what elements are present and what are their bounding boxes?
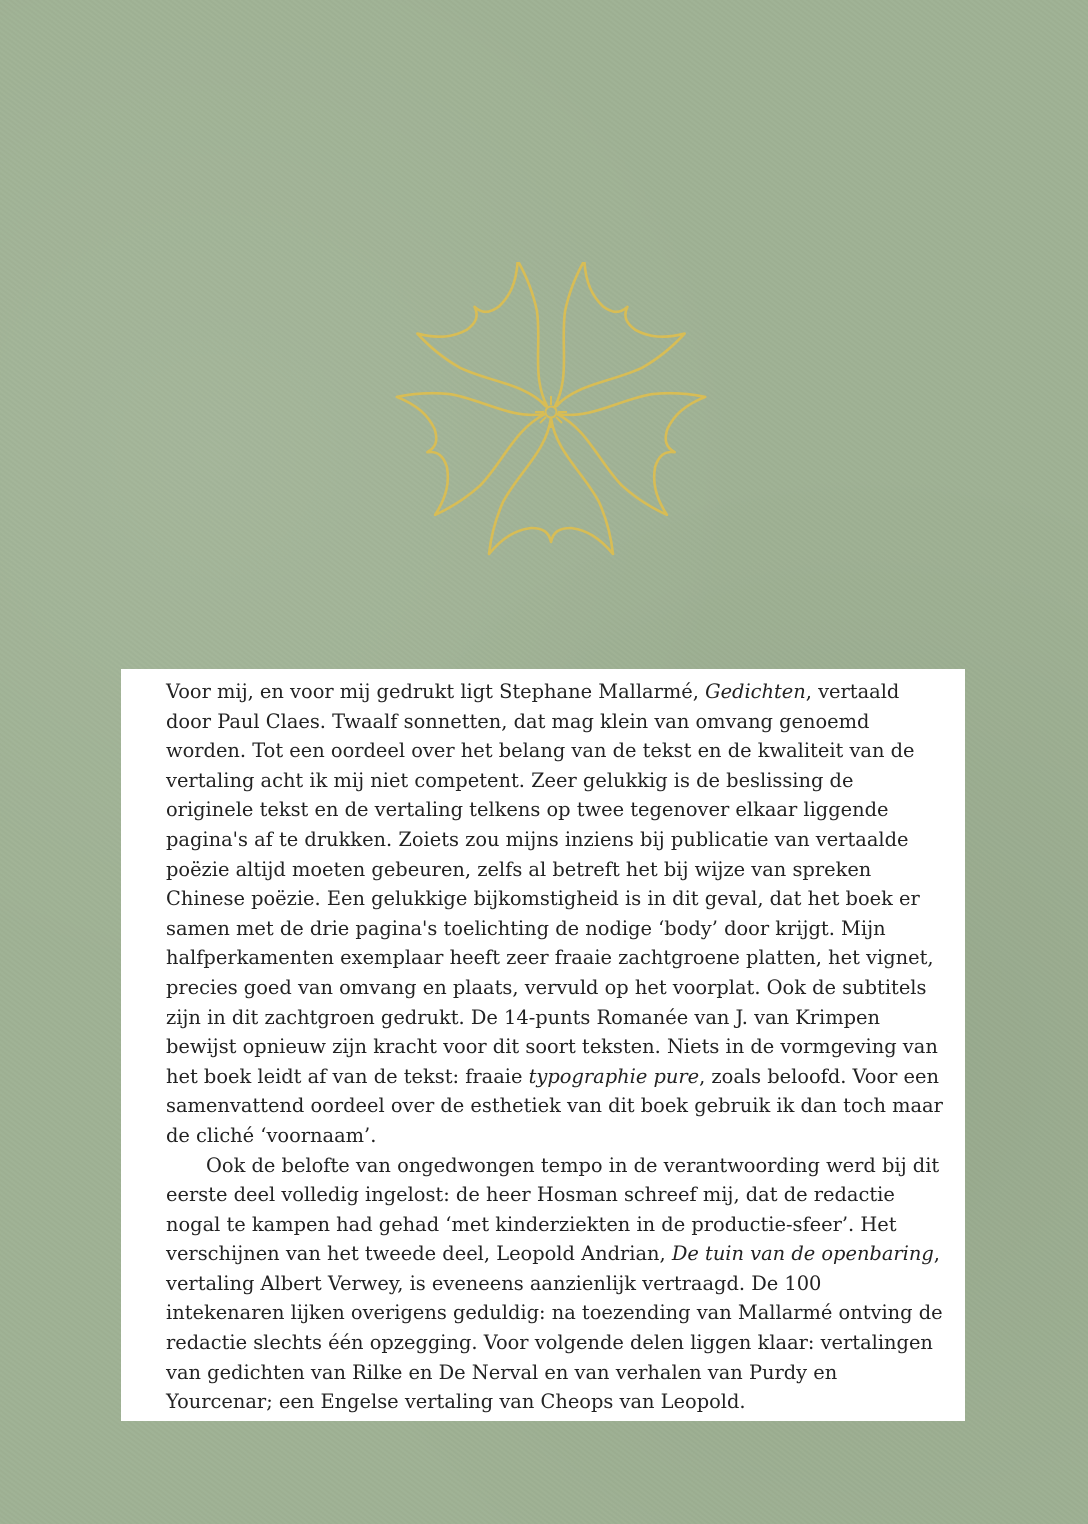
paragraph-1-text-b: , vertaald door Paul Claes. Twaalf sonnetten, dat mag klein van omvang genoemd worden. Tot een oordeel over het belang van de tekst en de kwaliteit van de vertaling acht ik mij niet competent. Zeer gelukkig is de beslissing de originele tekst en de vertaling telkens op twee tegenover elkaar liggende pagina's af te drukken. Zoiets zou mijns inziens bij publicatie van vertaalde poëzie altijd moeten gebeuren, zelfs al betreft het bij wijze van spreken Chinese poëzie. Een gelukkige bijkomstigheid is in dit geval, dat het boek er samen met de drie pagina's toelichting de nodige ‘body’ door krijgt. Mijn halfperkamenten exemplaar heeft zeer fraaie zachtgroene platten, het vignet, precies goed van omvang en plaats, vervuld op het voorplat. Ook de subtitels zijn in dit zachtgroen gedrukt. De 14-punts Romanée van J. van Krimpen bewijst opnieuw zijn kracht voor dit soort teksten. Niets in de vormgeving van het boek leidt af van de tekst: fraaie (166, 680, 938, 1088)
paragraph-2 (166, 1151, 945, 1417)
five-petal-flower-icon (386, 262, 716, 578)
paragraph-2-text-b: , vertaling Albert Verwey, is eveneens aanzienlijk vertraagd. De 100 intekenaren lijken overigens geduldig: na toezending van Mallarmé ontving de redactie slechts één opzegging. Voor volgende delen liggen klaar: vertalingen van gedichten van Rilke en De Nerval en van verhalen van Purdy en Yourcenar; een Engelse vertaling van Cheops van Leopold. (166, 1242, 943, 1414)
flower-petals (397, 262, 705, 554)
text-panel (121, 669, 965, 1421)
paragraph-1-text-c: , zoals beloofd. Voor een samenvattend oordeel over de esthetiek van dit boek gebruik ik dan toch maar de cliché ‘voornaam’. (166, 1064, 943, 1147)
phrase-typographie-pure: typographie pure (528, 1064, 700, 1088)
petal (489, 418, 613, 554)
book-title-gedichten: Gedichten (705, 680, 806, 703)
paragraph-1 (166, 677, 945, 1151)
paragraph-2-text-a: Ook de belofte van ongedwongen tempo in de verantwoording werd bij dit eerste deel volledig ingelost: de heer Hosman schreef mij, dat de redactie nogal te kampen had gehad ‘met kinderziekten in de productie-sfeer’. Het verschijnen van het tweede deel, Leopold Andrian, (166, 1153, 940, 1266)
paragraph-1-text-a: Voor mij, en voor mij gedrukt ligt Stephane Mallarmé, (166, 680, 706, 703)
book-title-de-tuin: De tuin van de openbaring (671, 1242, 934, 1266)
flower-vignette-icon (386, 262, 716, 578)
